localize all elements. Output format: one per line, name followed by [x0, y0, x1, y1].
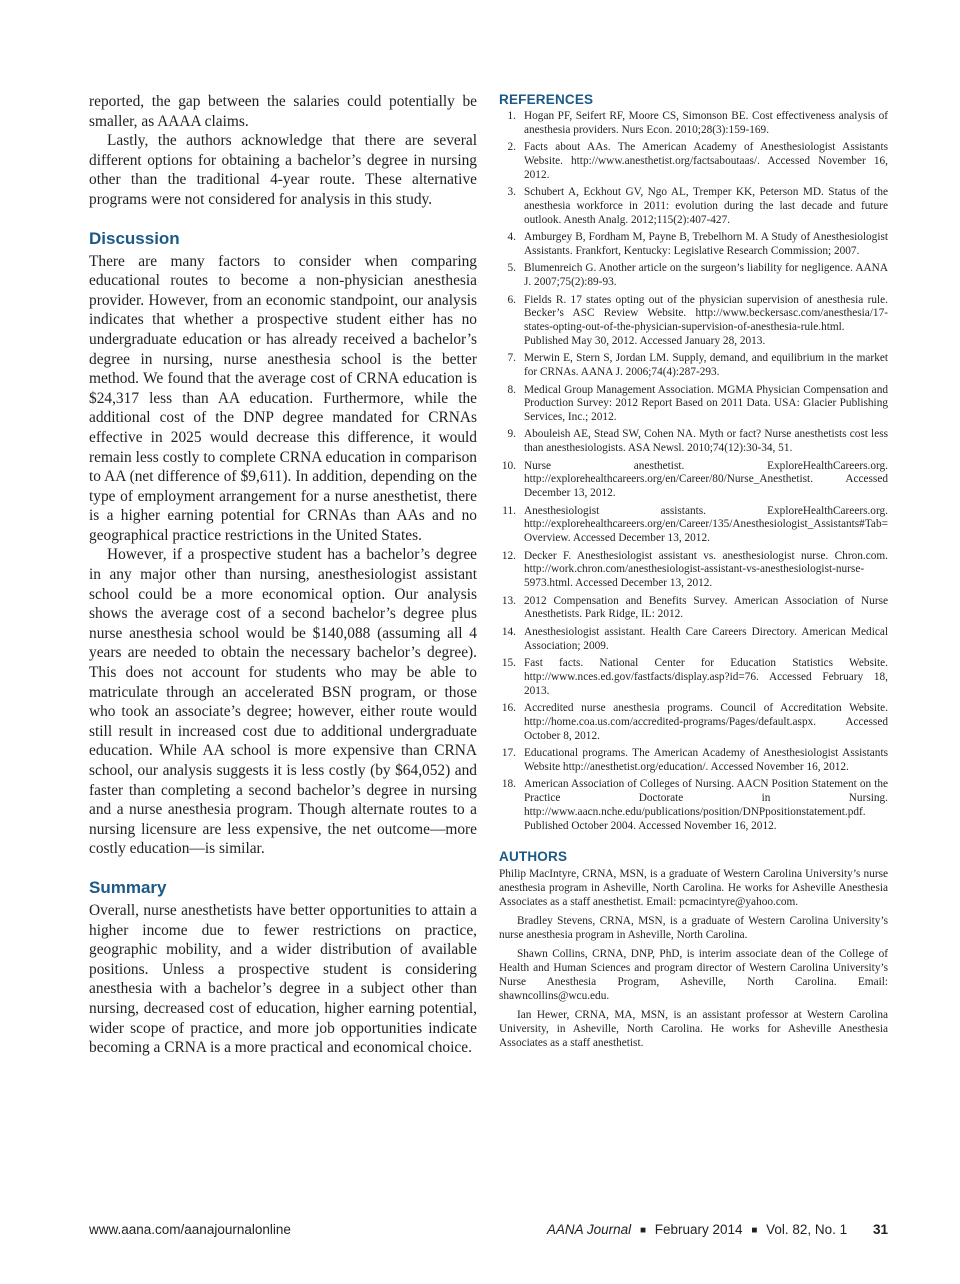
reference-text: Facts about AAs. The American Academy of Anesthesiologist Assistants Website. http://www.anesthetist.org/factsaboutaas/. Accessed November 16, 2012. — [524, 141, 888, 181]
discussion-paragraph-2: However, if a prospective student has a bachelor’s degree in any major other than nursing, anesthesiologist assistant school could be a more economical option. Our analysis shows the average cost of a second bachelor’s degree plus nurse anesthesia school would be $140,088 (assuming all 4 years are needed to obtain the necessary bachelor’s degree). This does not account for students who may be able to matriculate through an accelerated BSN program, or those who took an associate’s degree; however, either route would still result in increased cost due to additional undergraduate education. While AA school is more expensive than CRNA school, our analysis suggests it is less costly (by $64,052) and faster than completing a second bachelor’s degree in nursing and a nurse anesthesia program. Though alternate routes to a nursing licensure are less expensive, the net outcome—more costly education—is similar. — [89, 546, 477, 858]
right-column — [499, 92, 888, 1055]
reference-text: American Association of Colleges of Nursing. AACN Position Statement on the Practice Doctorate in Nursing. http://www.aacn.nche.edu/publications/position/DNPpositionstatement.pdf. Published October 2004. Accessed November 16, 2012. — [524, 778, 888, 832]
reference-item — [499, 747, 888, 775]
footer-journal-info — [547, 1222, 888, 1237]
reference-item — [499, 595, 888, 623]
reference-number: 5. — [507, 262, 516, 275]
page-number: 31 — [872, 1222, 888, 1237]
reference-number: 4. — [507, 231, 516, 244]
page-footer — [89, 1222, 888, 1242]
reference-item — [499, 110, 888, 138]
reference-number: 14. — [501, 625, 516, 638]
footer-separator: ■ — [639, 1225, 646, 1236]
references-list — [499, 110, 888, 833]
reference-text: 2012 Compensation and Benefits Survey. American Association of Nurse Anesthetists. Park Ridge, IL: 2012. — [524, 594, 888, 621]
reference-text: Hogan PF, Seifert RF, Moore CS, Simonson BE. Cost effectiveness analysis of anesthesia providers. Nurs Econ. 2010;28(3):159-169. — [524, 110, 888, 136]
reference-text: Fields R. 17 states opting out of the physician supervision of anesthesia rule. Becker’s ASC Review Website. http://www.beckersasc.com/anesthesia/17-states-opting-out-of-the-physician-supervision-of-anesthesia-rule.html. Published May 30, 2012. Accessed January 28, 2013. — [524, 293, 888, 347]
reference-item — [499, 702, 888, 743]
reference-number: 2. — [507, 141, 516, 154]
reference-item — [499, 294, 888, 349]
footer-separator: ■ — [751, 1225, 758, 1236]
reference-number: 12. — [501, 549, 516, 562]
reference-number: 6. — [507, 293, 516, 306]
reference-text: Schubert A, Eckhout GV, Ngo AL, Tremper KK, Peterson MD. Status of the anesthesia workforce in 2011: evolution during the last decade and future outlook. Anesth Analg. 2012;115(2):407-427. — [524, 186, 888, 226]
reference-number: 10. — [501, 459, 516, 472]
reference-item — [499, 141, 888, 182]
reference-text: Accredited nurse anesthesia programs. Council of Accreditation Website. http://home.coa.us.com/accredited-programs/Pages/default.aspx. Accessed October 8, 2012. — [524, 701, 888, 742]
reference-item — [499, 428, 888, 456]
reference-number: 15. — [501, 657, 516, 669]
reference-text: Blumenreich G. Another article on the surgeon’s liability for negligence. AANA J. 2007;75(2):89-93. — [524, 262, 888, 289]
reference-number: 18. — [501, 778, 516, 791]
reference-number: 7. — [507, 352, 516, 365]
author-bio: Shawn Collins, CRNA, DNP, PhD, is interim associate dean of the College of Health and Human Sciences and program director of Western Carolina University’s Nurse Anesthesia Program, Asheville, North Carolina. Email: shawncollins@wcu.edu. — [499, 948, 888, 1003]
author-bio: Bradley Stevens, CRNA, MSN, is a graduate of Western Carolina University’s nurse anesthesia program in Asheville, North Carolina. — [499, 915, 888, 942]
reference-item — [499, 262, 888, 290]
left-column — [89, 92, 477, 1058]
reference-text: Nurse anesthetist. ExploreHealthCareers.org. http://explorehealthcareers.org/en/Career/80/Nurse_Anesthetist. Accessed December 13, 2012. — [524, 459, 888, 500]
reference-number: 8. — [507, 383, 516, 396]
authors-section — [499, 849, 888, 1050]
reference-item — [499, 352, 888, 380]
summary-paragraph: Overall, nurse anesthetists have better opportunities to attain a higher income due to fewer restrictions on practice, geographic mobility, and a wider distribution of available positions. Unless a prospective student is considering anesthesia with a bachelor’s degree in a subject other than nursing, decreased cost of education, higher earning potential, wider scope of practice, and more job opportunities indicate becoming a CRNA is a more practical and economical choice. — [89, 901, 477, 1057]
reference-item — [499, 778, 888, 833]
authors-heading: AUTHORS — [499, 849, 568, 865]
reference-text: Merwin E, Stern S, Jordan LM. Supply, demand, and equilibrium in the market for CRNAs. AANA J. 2006;74(4):287-293. — [524, 352, 888, 379]
reference-text: Anesthesiologist assistant. Health Care Careers Directory. American Medical Association; 2009. — [524, 625, 888, 652]
reference-text: Amburgey B, Fordham M, Payne B, Trebelhorn M. A Study of Anesthesiologist Assistants. Frankfort, Kentucky: Legislative Research Commission; 2007. — [524, 231, 888, 257]
author-bio: Philip MacIntyre, CRNA, MSN, is a graduate of Western Carolina University’s nurse anesthesia program in Asheville, North Carolina. He works for Asheville Anesthesia Associates as a staff anesthetist. Email: pcmacintyre@yahoo.com. — [499, 868, 888, 909]
reference-item — [499, 231, 888, 259]
reference-item — [499, 505, 888, 546]
reference-text: Abouleish AE, Stead SW, Cohen NA. Myth or fact? Nurse anesthetists cost less than anesthesiologists. ASA Newsl. 2010;74(12):30-34, 51. — [524, 428, 888, 455]
reference-item — [499, 384, 888, 425]
summary-heading: Summary — [89, 877, 167, 897]
reference-item — [499, 460, 888, 501]
reference-text: Medical Group Management Association. MGMA Physician Compensation and Production Survey: 2012 Report Based on 2011 Data. USA: Glacier Publishing Services, Inc.; 2012. — [524, 383, 888, 424]
footer-journal-title: AANA Journal — [546, 1222, 632, 1237]
reference-item — [499, 657, 888, 698]
footer-date: February 2014 — [654, 1222, 743, 1237]
discussion-paragraph-1: There are many factors to consider when comparing educational routes to become a non-physician anesthesia provider. However, from an economic standpoint, our analysis indicates that whether a prospective student either has no undergraduate education or has already received a bachelor’s degree in nursing, nurse anesthesia school is the better method. We found that the average cost of CRNA education is $24,317 less than AA education. Furthermore, while the additional cost of the DNP degree mandated for CRNAs effective in 2025 would decrease this difference, it would remain less costly to complete CRNA education in comparison to AA (net difference of $9,611). In addition, depending on the type of employment arrangement for a nurse anesthetist, there is a higher earning potential for CRNAs than AAs and no geographical practice restrictions in the United States. — [89, 252, 477, 544]
reference-number: 3. — [507, 186, 516, 199]
intro-paragraph-2: Lastly, the authors acknowledge that there are several different options for obtaining a bachelor’s degree in nursing other than the traditional 4-year route. These alternative programs were not considered for analysis in this study. — [89, 132, 477, 208]
discussion-heading: Discussion — [89, 228, 180, 248]
reference-number: 11. — [502, 504, 516, 517]
intro-paragraph-1: reported, the gap between the salaries could potentially be smaller, as AAAA claims. — [89, 93, 477, 130]
reference-text: Fast facts. National Center for Education Statistics Website. http://www.nces.ed.gov/fastfacts/display.asp?id=76. Accessed February 18, 2013. — [524, 657, 888, 697]
reference-number: 17. — [501, 746, 516, 759]
reference-text: Anesthesiologist assistants. ExploreHealthCareers.org. http://explorehealthcareers.org/en/Career/135/Anesthesiologist_Assistants#Tab=Overview. Accessed December 13, 2012. — [524, 504, 888, 545]
reference-number: 13. — [501, 594, 516, 607]
references-heading: REFERENCES — [499, 92, 594, 107]
footer-url[interactable]: www.aana.com/aanajournalonline — [89, 1222, 291, 1237]
reference-text: Educational programs. The American Academy of Anesthesiologist Assistants Website http://anesthetist.org/education/. Accessed November 16, 2012. — [524, 746, 888, 773]
reference-item — [499, 626, 888, 654]
reference-number: 9. — [507, 428, 516, 441]
reference-item — [499, 550, 888, 591]
reference-item — [499, 186, 888, 227]
reference-text: Decker F. Anesthesiologist assistant vs. anesthesiologist nurse. Chron.com. http://work.chron.com/anesthesiologist-assistant-vs-anesthesiologist-nurse-5973.html. Accessed December 13, 2012. — [524, 549, 888, 590]
reference-number: 1. — [507, 110, 516, 122]
footer-volume: Vol. 82, No. 1 — [766, 1222, 848, 1237]
author-bio: Ian Hewer, CRNA, MA, MSN, is an assistant professor at Western Carolina University, in Asheville, North Carolina. He works for Asheville Anesthesia Associates as a staff anesthetist. — [499, 1009, 888, 1050]
reference-number: 16. — [501, 701, 516, 714]
